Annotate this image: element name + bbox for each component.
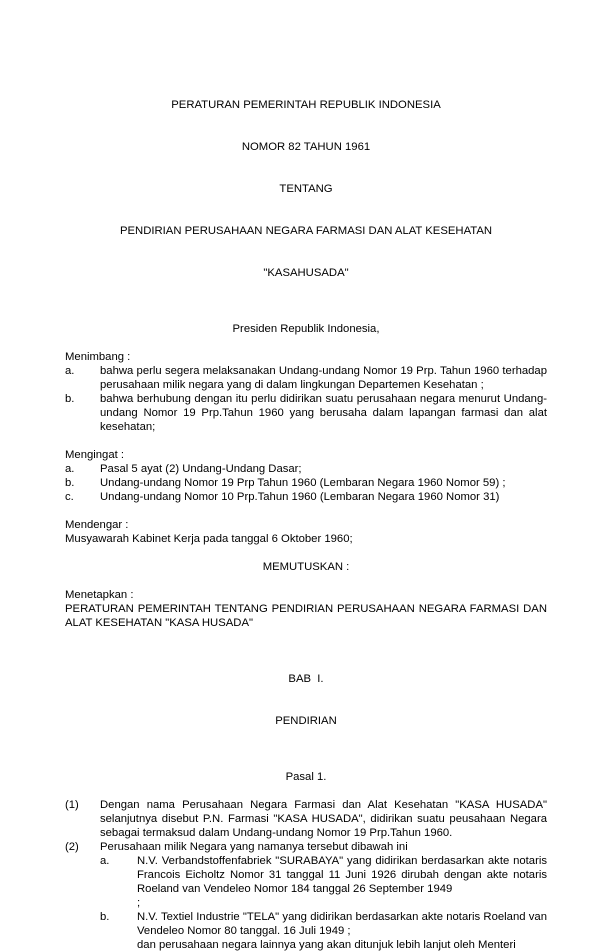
menimbang-item-b [65,392,547,434]
pasal1-body [65,798,547,952]
pasal1-item-1 [65,798,547,840]
item-marker: a. [65,365,75,377]
subitem-text-continuation: dan perusahaan negara lainnya yang akan ditunjuk lebih lanjut oleh Menteri [137,939,516,951]
item-text: Pasal 5 ayat (2) Undang-Undang Dasar; [100,463,302,475]
pasal1-title: Pasal 1. [285,771,327,783]
subitem-marker: a. [100,855,110,867]
item-text: Dengan nama Perusahaan Negara Farmasi dan Alat Kesehatan "KASA HUSADA" selanjutnya disebut P.N. Farmasi "KASA HUSADA", didirikan suatu peusahaan Negara sebagai termaksud dalam Undang-undang Nomor 19 Prp.Tahun 1960. [100,799,547,839]
item-marker: a. [65,463,75,475]
mendengar-text: Musyawarah Kabinet Kerja pada tanggal 6 Oktober 1960; [65,533,353,545]
section-menimbang [65,350,547,434]
item-marker: c. [65,491,74,503]
mendengar-label: Mendengar : [65,519,129,531]
pasal1-item-2-sub-b [100,910,547,952]
mengingat-item-c [65,490,547,504]
title-line-name: "KASAHUSADA" [263,267,349,279]
section-menetapkan [65,588,547,630]
pasal1-item-2 [65,840,547,952]
title-line-subject: PENDIRIAN PERUSAHAAN NEGARA FARMASI DAN ALAT KESEHATAN [119,225,493,237]
item-text: bahwa berhubung dengan itu perlu didirikan suatu perusahaan negara menurut Undang-undang Nomor 19 Prp.Tahun 1960 yang berusaha dalam lapangan farmasi dan alat kesehatan; [100,393,547,433]
mengingat-item-a [65,462,547,476]
item-marker: b. [65,477,75,489]
pasal1-item-2-sub-a [100,854,547,910]
subitem-text: N.V. Verbandstoffenfabriek "SURABAYA" yang didirikan berdasarkan akte notaris Francois Eicholtz Nomor 31 tanggal 11 Juni 1926 dirubah dengan akte notaris Roeland van Vendeleo Nomor 184 tanggal 26 September 1949 [137,855,547,895]
mengingat-label: Mengingat : [65,449,125,461]
memutuskan-heading: MEMUTUSKAN : [262,561,350,573]
menetapkan-label: Menetapkan : [65,589,134,601]
item-marker: (1) [65,799,79,811]
title-line-tentang: TENTANG [279,183,333,195]
salutation: Presiden Republik Indonesia, [232,323,380,335]
subitem-body [137,854,547,910]
mengingat-item-b [65,476,547,490]
subitem-body [137,910,547,952]
document-title [65,70,547,308]
item-text: Perusahaan milik Negara yang namanya tersebut dibawah ini [100,841,408,853]
menimbang-item-a [65,364,547,392]
subitem-marker: b. [100,911,110,923]
section-mendengar [65,518,547,546]
bab1-heading [65,644,547,756]
item-body [100,840,547,952]
item-marker: (2) [65,841,79,853]
section-mengingat [65,448,547,504]
bab1-subtitle: PENDIRIAN [275,715,337,727]
title-line-number: NOMOR 82 TAHUN 1961 [241,141,371,153]
item-marker: b. [65,393,75,405]
menimbang-label: Menimbang : [65,351,131,363]
item-text: Undang-undang Nomor 19 Prp Tahun 1960 (Lembaran Negara 1960 Nomor 59) ; [100,477,506,489]
item-text: bahwa perlu segera melaksanakan Undang-undang Nomor 19 Prp. Tahun 1960 terhadap perusahaan milik negara yang di dalam lingkungan Departemen Kesehatan ; [100,365,547,391]
subitem-text-continuation: ; [137,897,141,909]
item-text: Undang-undang Nomor 10 Prp.Tahun 1960 (Lembaran Negara 1960 Nomor 31) [100,491,500,503]
title-line-regulation: PERATURAN PEMERINTAH REPUBLIK INDONESIA [171,99,441,111]
subitem-text: N.V. Textiel Industrie "TELA" yang didirikan berdasarkan akte notaris Roeland van Vendeleo Nomor 80 tanggal. 16 Juli 1949 ; [137,911,547,937]
menetapkan-text: PERATURAN PEMERINTAH TENTANG PENDIRIAN PERUSAHAAN NEGARA FARMASI DAN ALAT KESEHATAN "KASA HUSADA" [65,603,547,629]
bab1-title: BAB I. [288,673,324,685]
